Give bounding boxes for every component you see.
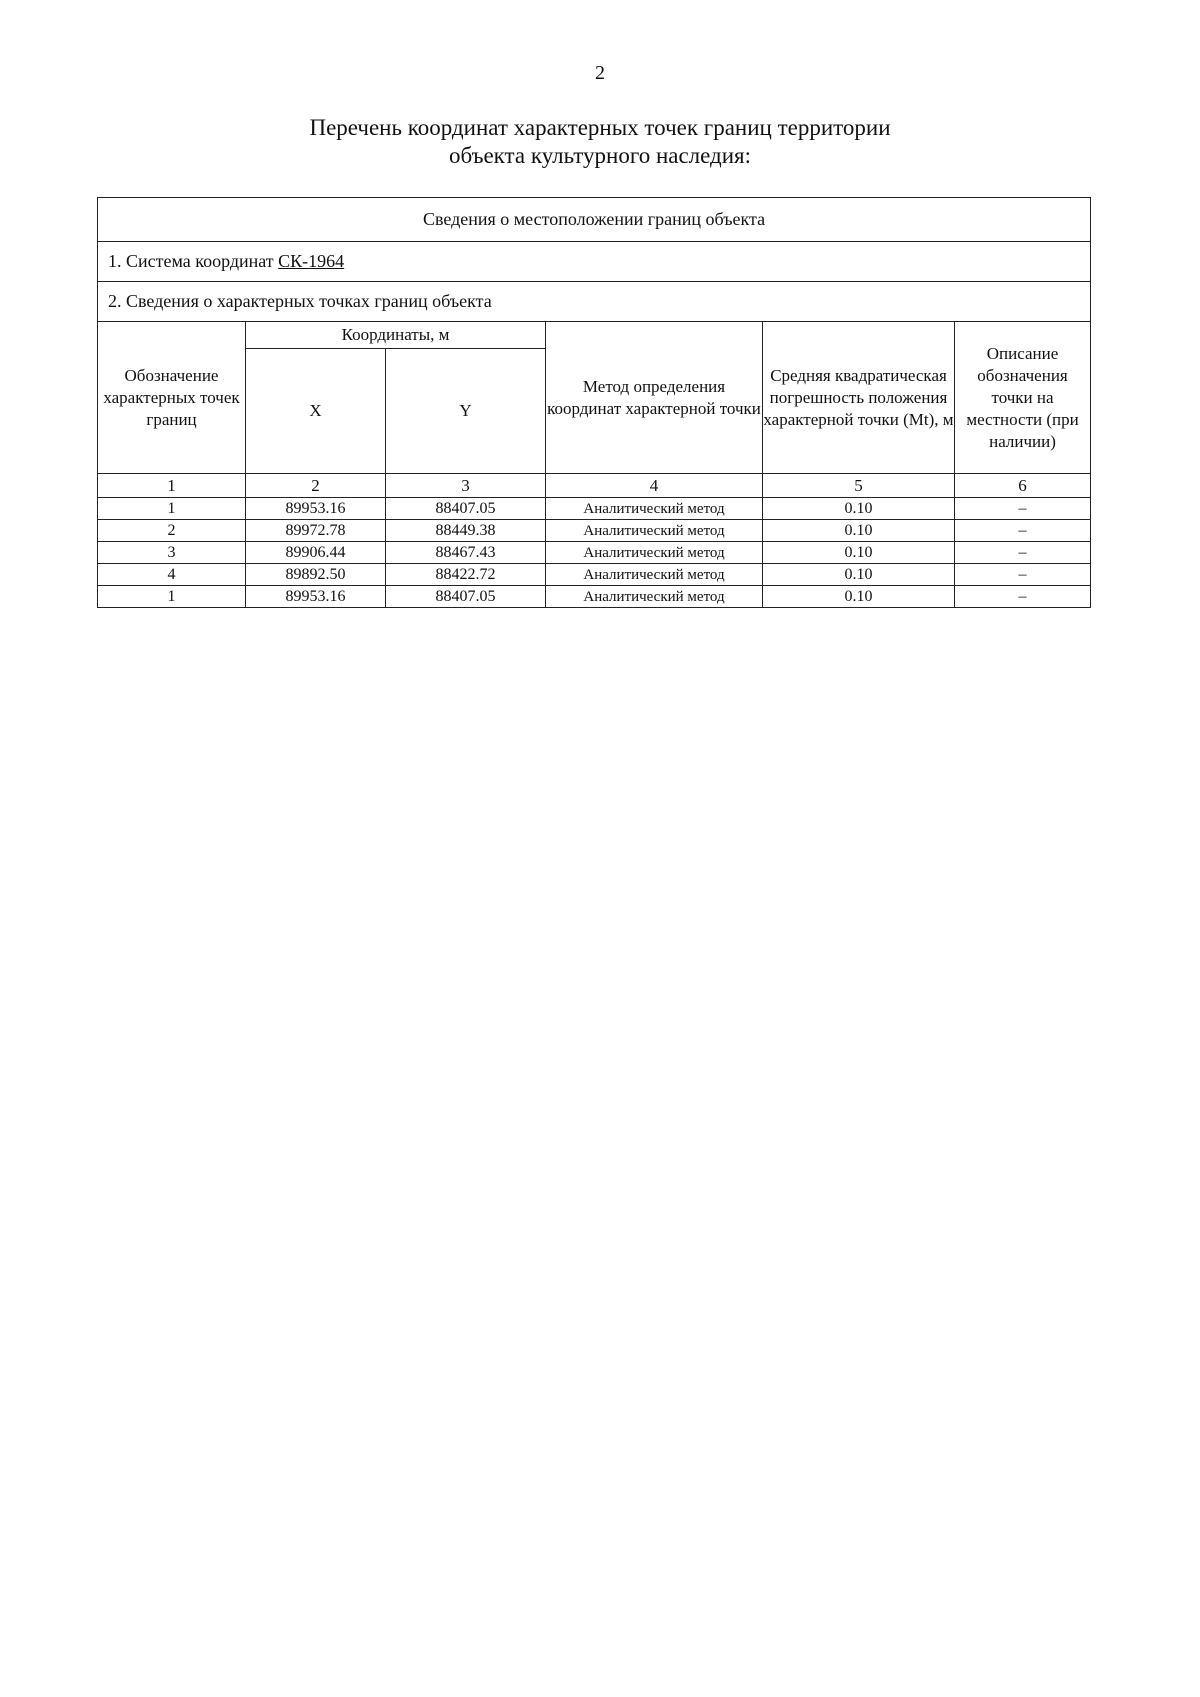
y-cell: 88467.43 [386, 542, 546, 564]
description-cell: – [955, 564, 1091, 586]
x-cell: 89972.78 [246, 520, 386, 542]
error-cell: 0.10 [763, 498, 955, 520]
header-y: Y [386, 349, 546, 474]
error-cell: 0.10 [763, 542, 955, 564]
description-cell: – [955, 520, 1091, 542]
document-title [0, 114, 1200, 170]
table-row [98, 520, 1091, 542]
coord-system-row [98, 242, 1091, 282]
column-number: 1 [98, 474, 246, 498]
x-cell: 89906.44 [246, 542, 386, 564]
x-cell: 89892.50 [246, 564, 386, 586]
header-x: X [246, 349, 386, 474]
error-cell: 0.10 [763, 520, 955, 542]
point-cell: 4 [98, 564, 246, 586]
coord-system-value: СК-1964 [278, 251, 345, 271]
column-number: 6 [955, 474, 1091, 498]
y-cell: 88422.72 [386, 564, 546, 586]
error-cell: 0.10 [763, 564, 955, 586]
header-row-top [98, 322, 1091, 349]
page-number: 2 [595, 62, 605, 84]
point-cell: 2 [98, 520, 246, 542]
point-cell: 3 [98, 542, 246, 564]
coord-system-label: 1. Система координат [108, 251, 279, 271]
table-row [98, 498, 1091, 520]
header-error: Средняя квадратическая погрешность положения характерной точки (Mt), м [763, 322, 955, 474]
column-number: 3 [386, 474, 546, 498]
method-cell: Аналитический метод [546, 586, 763, 608]
x-cell: 89953.16 [246, 498, 386, 520]
column-number: 5 [763, 474, 955, 498]
header-point-designation: Обозначение характерных точек границ [98, 322, 246, 474]
header-method: Метод определения координат характерной точки [546, 322, 763, 474]
y-cell: 88407.05 [386, 498, 546, 520]
header-description: Описание обозначения точки на местности (при наличии) [955, 322, 1091, 474]
title-line-1: Перечень координат характерных точек границ территории [309, 115, 891, 140]
description-cell: – [955, 542, 1091, 564]
method-cell: Аналитический метод [546, 542, 763, 564]
method-cell: Аналитический метод [546, 498, 763, 520]
header-coordinates-group: Координаты, м [246, 322, 546, 349]
column-number: 2 [246, 474, 386, 498]
description-cell: – [955, 498, 1091, 520]
points-section-label: 2. Сведения о характерных точках границ объекта [98, 282, 1091, 322]
y-cell: 88449.38 [386, 520, 546, 542]
point-cell: 1 [98, 498, 246, 520]
table-row [98, 586, 1091, 608]
error-cell: 0.10 [763, 586, 955, 608]
points-section-row [98, 282, 1091, 322]
coord-system-cell [98, 242, 1091, 282]
method-cell: Аналитический метод [546, 564, 763, 586]
table-row [98, 542, 1091, 564]
y-cell: 88407.05 [386, 586, 546, 608]
table-row [98, 564, 1091, 586]
title-line-2: объекта культурного наследия: [448, 143, 752, 168]
section-title: Сведения о местоположении границ объекта [98, 198, 1091, 242]
description-cell: – [955, 586, 1091, 608]
method-cell: Аналитический метод [546, 520, 763, 542]
column-number-row [98, 474, 1091, 498]
coordinates-table [97, 197, 1091, 608]
section-title-row [98, 198, 1091, 242]
x-cell: 89953.16 [246, 586, 386, 608]
column-number: 4 [546, 474, 763, 498]
point-cell: 1 [98, 586, 246, 608]
